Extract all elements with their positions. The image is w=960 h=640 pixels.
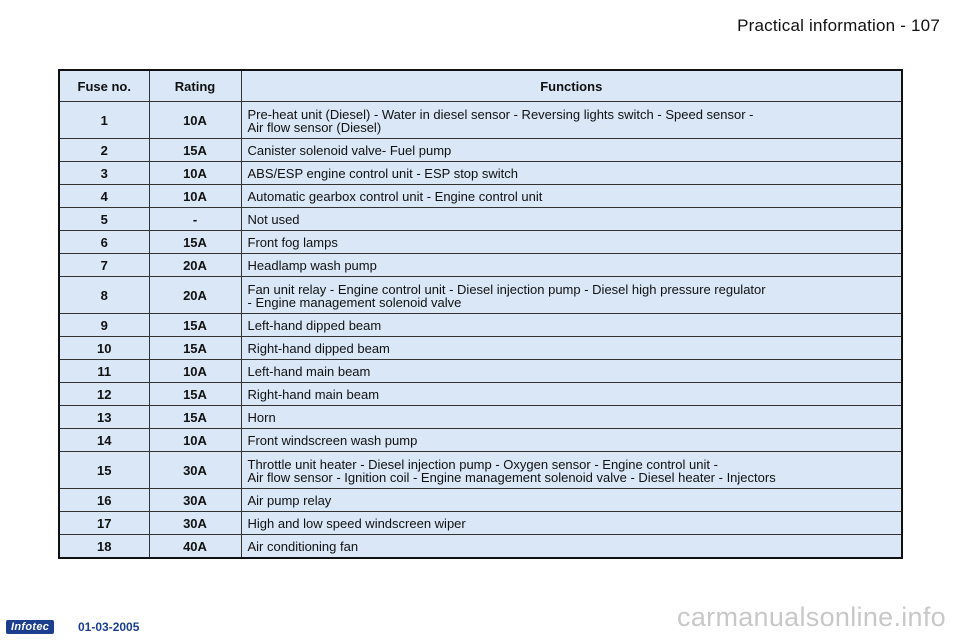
fuse-functions-cell xyxy=(241,489,902,512)
table-row xyxy=(59,162,902,185)
table-row xyxy=(59,185,902,208)
fuse-number-cell: 2 xyxy=(59,139,149,162)
footer-date: 01-03-2005 xyxy=(78,620,140,634)
fuse-number-cell: 10 xyxy=(59,337,149,360)
function-text-line: ABS/ESP engine control unit - ESP stop switch xyxy=(247,165,518,181)
function-text-line: Air conditioning fan xyxy=(247,538,359,554)
fuse-rating-cell: - xyxy=(149,208,241,231)
fuse-functions-cell xyxy=(241,231,902,254)
fuse-rating-cell: 15A xyxy=(149,383,241,406)
fuse-functions-cell xyxy=(241,429,902,452)
function-text-line: Air flow sensor - Ignition coil - Engine management solenoid valve - Diesel heater - Injectors xyxy=(247,469,776,485)
column-header-fuse-no: Fuse no. xyxy=(59,70,149,102)
function-text-line: Air pump relay xyxy=(247,492,332,508)
fuse-rating-cell: 10A xyxy=(149,185,241,208)
table-row xyxy=(59,208,902,231)
fuse-table xyxy=(58,69,903,559)
fuse-number-cell: 5 xyxy=(59,208,149,231)
fuse-functions-cell xyxy=(241,512,902,535)
fuse-rating-cell: 15A xyxy=(149,337,241,360)
fuse-number-cell: 13 xyxy=(59,406,149,429)
fuse-functions-cell xyxy=(241,383,902,406)
table-row xyxy=(59,254,902,277)
fuse-functions-cell xyxy=(241,535,902,559)
fuse-functions-cell xyxy=(241,185,902,208)
table-row xyxy=(59,360,902,383)
function-text-line: Front fog lamps xyxy=(247,234,338,250)
function-text-line: Right-hand dipped beam xyxy=(247,340,390,356)
function-text-line: High and low speed windscreen wiper xyxy=(247,515,466,531)
fuse-number-cell: 12 xyxy=(59,383,149,406)
page-title: Practical information - 107 xyxy=(737,16,940,35)
table-row xyxy=(59,139,902,162)
fuse-rating-cell: 15A xyxy=(149,314,241,337)
fuse-rating-cell: 10A xyxy=(149,360,241,383)
table-row xyxy=(59,277,902,314)
table-body xyxy=(59,102,902,559)
function-text-line: Left-hand main beam xyxy=(247,363,371,379)
function-text-line: Pre-heat unit (Diesel) - Water in diesel sensor - Reversing lights switch - Speed sensor - xyxy=(247,106,754,122)
fuse-number-cell: 8 xyxy=(59,277,149,314)
function-text-line: Canister solenoid valve- Fuel pump xyxy=(247,142,452,158)
fuse-number-cell: 18 xyxy=(59,535,149,559)
fuse-functions-cell xyxy=(241,406,902,429)
function-text-line: Headlamp wash pump xyxy=(247,257,377,273)
watermark: carmanualsonline.info xyxy=(677,602,946,632)
fuse-number-cell: 4 xyxy=(59,185,149,208)
table-header-row xyxy=(59,70,902,102)
fuse-number-cell: 17 xyxy=(59,512,149,535)
fuse-rating-cell: 30A xyxy=(149,512,241,535)
fuse-functions-cell xyxy=(241,337,902,360)
infotec-logo: Infotec xyxy=(6,620,54,634)
fuse-rating-cell: 20A xyxy=(149,277,241,314)
fuse-rating-cell: 10A xyxy=(149,162,241,185)
fuse-number-cell: 16 xyxy=(59,489,149,512)
table-row xyxy=(59,429,902,452)
table-row xyxy=(59,231,902,254)
fuse-rating-cell: 10A xyxy=(149,102,241,139)
fuse-rating-cell: 15A xyxy=(149,406,241,429)
fuse-rating-cell: 15A xyxy=(149,139,241,162)
column-header-rating: Rating xyxy=(149,70,241,102)
table-row xyxy=(59,489,902,512)
function-text-line: Right-hand main beam xyxy=(247,386,380,402)
fuse-rating-cell: 30A xyxy=(149,489,241,512)
function-text-line: Fan unit relay - Engine control unit - Diesel injection pump - Diesel high pressure regulator xyxy=(247,281,766,297)
fuse-number-cell: 1 xyxy=(59,102,149,139)
fuse-functions-cell xyxy=(241,162,902,185)
function-text-line: Throttle unit heater - Diesel injection pump - Oxygen sensor - Engine control unit - xyxy=(247,456,718,472)
fuse-rating-cell: 30A xyxy=(149,452,241,489)
fuse-functions-cell xyxy=(241,314,902,337)
fuse-number-cell: 11 xyxy=(59,360,149,383)
fuse-rating-cell: 15A xyxy=(149,231,241,254)
table-row xyxy=(59,452,902,489)
table-row xyxy=(59,102,902,139)
fuse-functions-cell xyxy=(241,452,902,489)
fuse-functions-cell xyxy=(241,277,902,314)
function-text-line: Horn xyxy=(247,409,276,425)
fuse-rating-cell: 20A xyxy=(149,254,241,277)
fuse-number-cell: 6 xyxy=(59,231,149,254)
fuse-rating-cell: 10A xyxy=(149,429,241,452)
fuse-number-cell: 14 xyxy=(59,429,149,452)
fuse-functions-cell xyxy=(241,102,902,139)
fuse-number-cell: 7 xyxy=(59,254,149,277)
fuse-number-cell: 3 xyxy=(59,162,149,185)
function-text-line: - Engine management solenoid valve xyxy=(247,294,462,310)
table-row xyxy=(59,535,902,559)
fuse-functions-cell xyxy=(241,360,902,383)
table-row xyxy=(59,512,902,535)
table-row xyxy=(59,314,902,337)
table-row xyxy=(59,383,902,406)
fuse-functions-cell xyxy=(241,208,902,231)
fuse-functions-cell xyxy=(241,139,902,162)
fuse-functions-cell xyxy=(241,254,902,277)
fuse-number-cell: 9 xyxy=(59,314,149,337)
function-text-line: Front windscreen wash pump xyxy=(247,432,418,448)
function-text-line: Left-hand dipped beam xyxy=(247,317,382,333)
function-text-line: Automatic gearbox control unit - Engine control unit xyxy=(247,188,543,204)
table-row xyxy=(59,406,902,429)
fuse-rating-cell: 40A xyxy=(149,535,241,559)
function-text-line: Not used xyxy=(247,211,300,227)
table-row xyxy=(59,337,902,360)
column-header-functions: Functions xyxy=(241,70,902,102)
fuse-number-cell: 15 xyxy=(59,452,149,489)
function-text-line: Air flow sensor (Diesel) xyxy=(247,119,382,135)
